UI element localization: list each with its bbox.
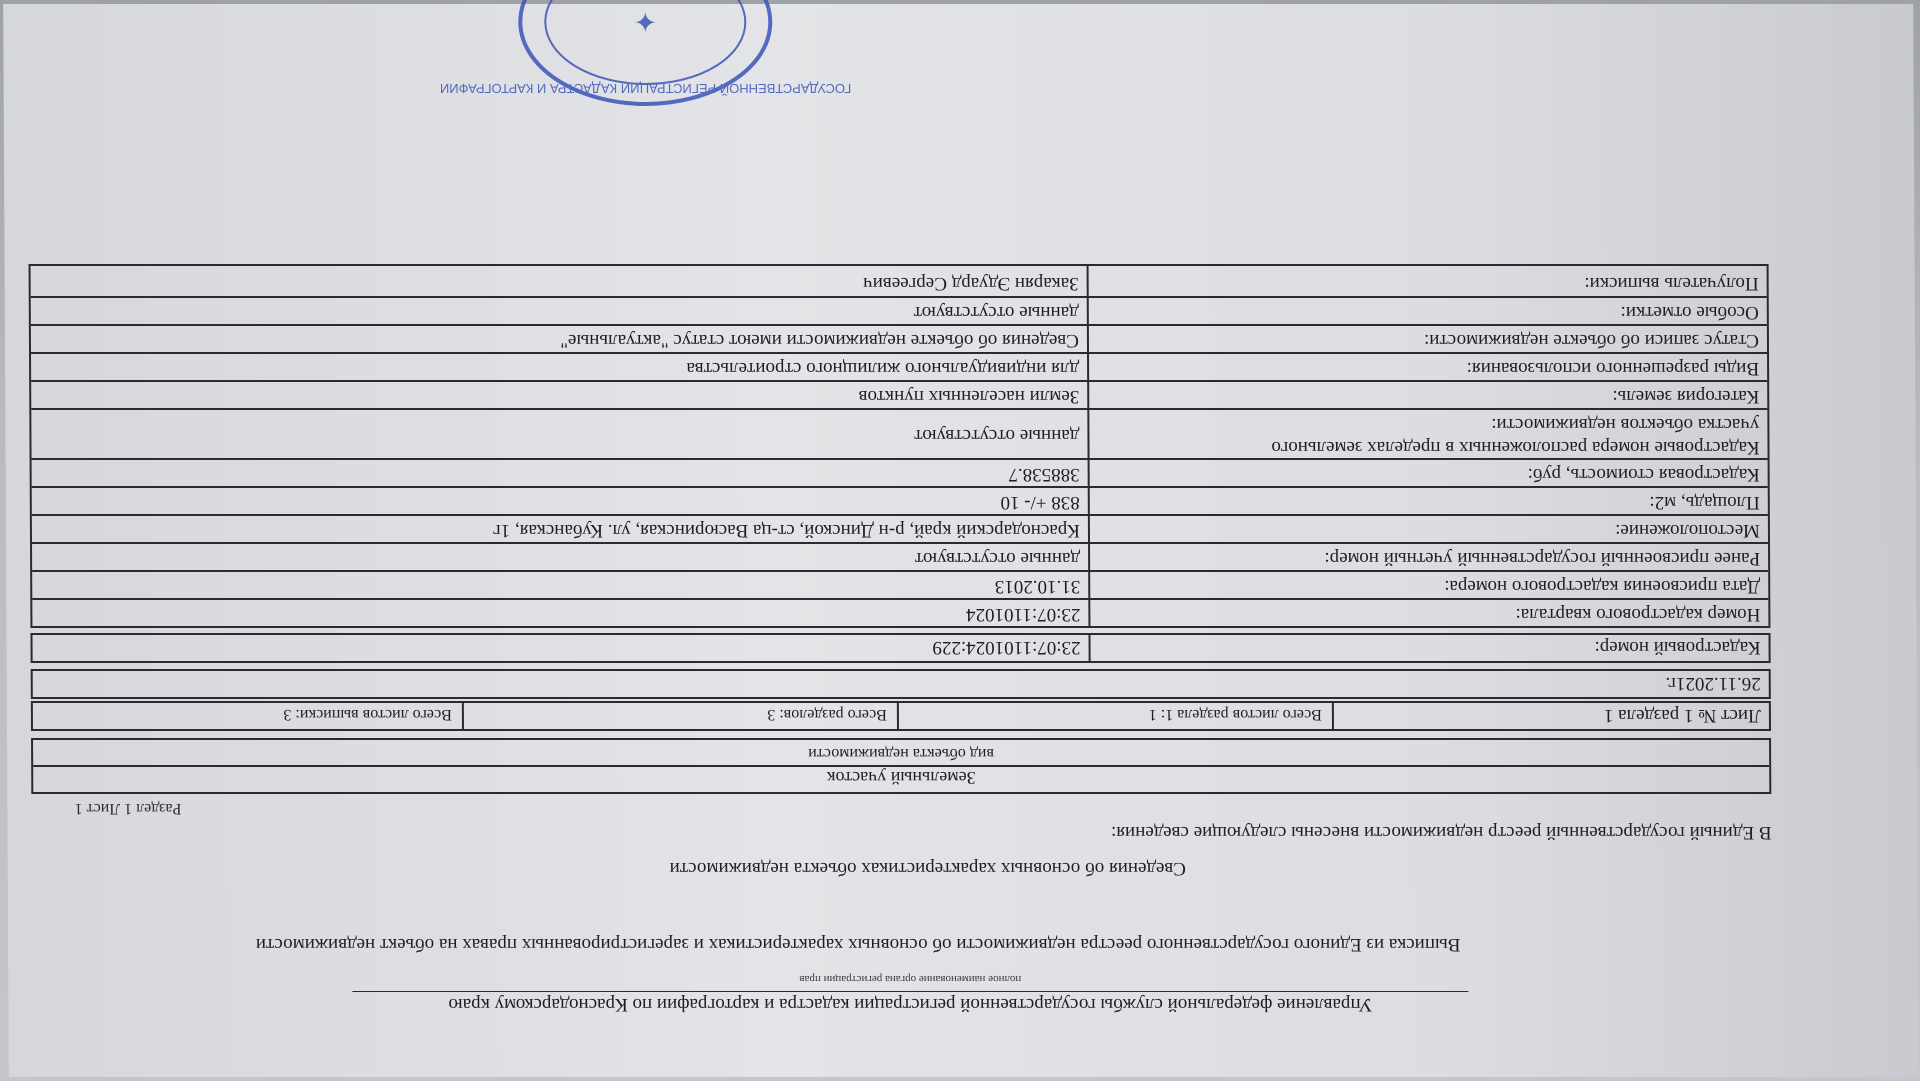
- sheet-number: Лист № 1 раздела 1: [1603, 705, 1761, 726]
- row-value: 838 +/- 10: [1000, 492, 1080, 513]
- row-label: Кадастровая стоимость, руб:: [1527, 464, 1760, 485]
- row-value: 23:07:1101024: [965, 604, 1081, 625]
- row-value: Краснодарский край, р-н Динской, ст-ца Васюринская, ул. Кубанская, 1г: [492, 520, 1081, 541]
- row-value: 388538.7: [1008, 464, 1080, 485]
- sheet-info-row: [31, 701, 1771, 731]
- extract-date: 26.11.2021г.: [1665, 673, 1761, 694]
- sheet-info-divider-1: [1332, 703, 1334, 729]
- row-value: данные отсутствуют: [914, 548, 1081, 569]
- row-label: Виды разрешенного использования:: [1466, 358, 1760, 379]
- sheet-info-divider-3: [462, 703, 464, 729]
- cadastral-number-row: [30, 633, 1770, 663]
- object-type-caption: вид объекта недвижимости: [808, 745, 995, 762]
- row-label: Местоположение:: [1615, 520, 1761, 541]
- row-line-2: [32, 571, 1768, 573]
- row-label: участка объектов недвижимости:: [1491, 414, 1760, 435]
- row-line-4: [32, 515, 1768, 517]
- stamp-emblem: ✦: [633, 5, 658, 38]
- row-label: Номер кадастрового квартала:: [1515, 604, 1761, 625]
- row-label: Кадастровые номера расположенных в пределах земельного: [1271, 437, 1760, 458]
- row-value: данные отсутствуют: [913, 302, 1079, 323]
- characteristics-table: [29, 264, 1771, 628]
- row-line-9: [31, 353, 1767, 355]
- object-type-box: [31, 738, 1771, 794]
- intro-text: В Единый государственный реестр недвижимости внесены следующие сведения:: [1110, 822, 1772, 843]
- sheets-total: Всего листов выписки: 3: [283, 706, 452, 723]
- cadastral-number-label: Кадастровый номер:: [1594, 637, 1761, 658]
- row-value: данные отсутствуют: [914, 425, 1080, 446]
- sheet-info-divider-2: [897, 703, 899, 729]
- sections-total: Всего разделов: 3: [767, 706, 887, 723]
- row-line-6: [32, 459, 1768, 461]
- row-label: Площадь, м2:: [1649, 492, 1760, 513]
- row-line-0: [32, 626, 1768, 628]
- section-subtitle: Сведения об основных характеристиках объекта недвижимости: [669, 858, 1186, 879]
- row-line-10: [31, 325, 1767, 327]
- row-label: Статус записи об объекте недвижимости:: [1423, 330, 1760, 351]
- row-line-5: [32, 487, 1768, 489]
- row-label: Категория земель:: [1612, 386, 1760, 407]
- row-line-1: [32, 599, 1768, 601]
- row-label: Особые отметки:: [1620, 302, 1759, 323]
- row-line-7: [31, 409, 1767, 411]
- object-type-value: Земельный участок: [826, 768, 976, 788]
- row-label: Дата присвоения кадастрового номера:: [1444, 576, 1761, 597]
- document-title: Выписка из Единого государственного реестра недвижимости об основных характеристиках и зарегистрированных правах на объект недвижимости: [255, 934, 1461, 955]
- stamp-text: ГОСУДАРСТВЕННОЙ РЕГИСТРАЦИИ КАДАСТРА И КАРТОГРАФИИ: [439, 81, 852, 96]
- organization-name: Управление федеральной службы государственной регистрации кадастра и картографии по Краснодарскому краю: [352, 991, 1468, 1015]
- cadastral-number-value: 23:07:1101024:229: [932, 637, 1081, 658]
- row-line-11: [31, 297, 1767, 299]
- section-label: Раздел 1 Лист 1: [74, 800, 182, 817]
- organization-caption: полное наименование органа регистрации прав: [799, 973, 1022, 985]
- official-stamp-icon: [439, 0, 852, 112]
- object-type-divider: [33, 766, 1769, 768]
- row-value: для индивидуального жилищного строительства: [686, 358, 1080, 379]
- row-line-8: [31, 381, 1767, 383]
- row-value: 31.10.2013: [994, 576, 1081, 597]
- row-line-3: [32, 543, 1768, 545]
- row-value: Сведения об объекте недвижимости имеют статус "актуальные": [560, 330, 1080, 351]
- date-row: [31, 669, 1771, 699]
- document-sheet: [3, 4, 1919, 1077]
- sheets-in-section: Всего листов раздела 1: 1: [1148, 706, 1322, 723]
- row-label: Ранее присвоенный государственный учетный номер:: [1324, 548, 1761, 569]
- row-value: Закарян Эдуард Сергеевич: [863, 273, 1079, 294]
- cadastral-divider: [1089, 635, 1091, 661]
- table-column-divider: [1087, 266, 1090, 628]
- row-value: Земли населенных пунктов: [858, 386, 1080, 407]
- row-label: Получатель выписки:: [1584, 273, 1759, 294]
